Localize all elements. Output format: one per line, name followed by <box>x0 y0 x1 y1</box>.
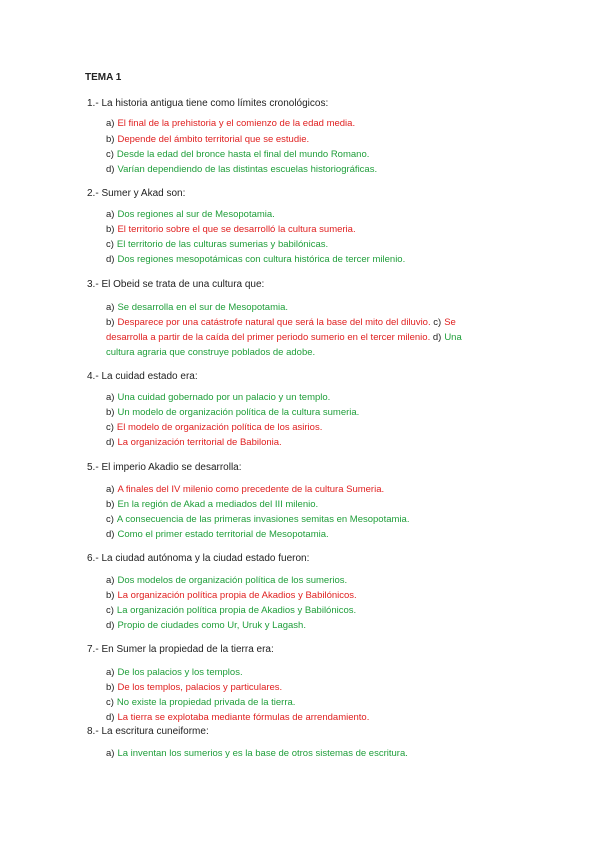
option-1c: c) Desde la edad del bronce hasta el final del mundo Romano. <box>106 149 370 160</box>
option-6a: a) Dos modelos de organización política de los sumerios. <box>106 575 348 586</box>
option-3d: d) Una cultura agraria que construye poblados de adobe. <box>106 332 462 358</box>
question-2: 2.- Sumer y Akad son: <box>87 188 186 199</box>
question-4: 4.- La cuidad estado era: <box>87 371 198 382</box>
option-4d: d) La organización territorial de Babilonia. <box>106 437 282 448</box>
option-7a: a) De los palacios y los templos. <box>106 667 243 678</box>
option-4b: b) Un modelo de organización política de la cultura sumeria. <box>106 407 360 418</box>
question-8: 8.- La escritura cuneiforme: <box>87 726 209 737</box>
question-3: 3.- El Obeid se trata de una cultura que: <box>87 279 265 290</box>
option-1b: b) Depende del ámbito territorial que se estudie. <box>106 134 310 145</box>
option-4a: a) Una cuidad gobernado por un palacio y un templo. <box>106 392 331 403</box>
question-6: 6.- La ciudad autónoma y la ciudad estado fueron: <box>87 553 310 564</box>
option-5d: d) Como el primer estado territorial de Mesopotamia. <box>106 529 329 540</box>
option-4c: c) El modelo de organización política de los asirios. <box>106 422 323 433</box>
option-6d: d) Propio de ciudades como Ur, Uruk y Lagash. <box>106 620 306 631</box>
option-2d: d) Dos regiones mesopotámicas con cultura histórica de tercer milenio. <box>106 254 406 265</box>
option-5c: c) A consecuencia de las primeras invasiones semitas en Mesopotamia. <box>106 514 410 525</box>
option-5a: a) A finales del IV milenio como precedente de la cultura Sumeria. <box>106 484 385 495</box>
question-7: 7.- En Sumer la propiedad de la tierra era: <box>87 644 274 655</box>
option-3b: b) Desparece por una catástrofe natural que será la base del mito del diluvio. <box>106 317 431 328</box>
option-2a: a) Dos regiones al sur de Mesopotamia. <box>106 209 275 220</box>
option-5b: b) En la región de Akad a mediados del III milenio. <box>106 499 319 510</box>
option-3a: a) Se desarrolla en el sur de Mesopotamia. <box>106 302 289 313</box>
option-7c: c) No existe la propiedad privada de la tierra. <box>106 697 296 708</box>
option-1d: d) Varían dependiendo de las distintas escuelas historiográficas. <box>106 164 378 175</box>
question-5: 5.- El imperio Akadio se desarrolla: <box>87 462 242 473</box>
option-2c: c) El territorio de las culturas sumerias y babilónicas. <box>106 239 329 250</box>
option-7d: d) La tierra se explotaba mediante fórmulas de arrendamiento. <box>106 712 370 723</box>
option-7b: b) De los templos, palacios y particulares. <box>106 682 283 693</box>
option-1a: a) El final de la prehistoria y el comienzo de la edad media. <box>106 118 356 129</box>
option-2b: b) El territorio sobre el que se desarrolló la cultura sumeria. <box>106 224 356 235</box>
option-6b: b) La organización política propia de Akadios y Babilónicos. <box>106 590 357 601</box>
document-title: TEMA 1 <box>85 72 122 83</box>
option-3c: c) Se desarrolla a partir de la caída del primer periodo sumerio en el tercer milenio. <box>106 317 456 343</box>
question-1: 1.- La historia antigua tiene como límites cronológicos: <box>87 98 329 109</box>
option-6c: c) La organización política propia de Akadios y Babilónicos. <box>106 605 357 616</box>
option-3b-3c-3d-block <box>106 315 486 360</box>
option-8a: a) La inventan los sumerios y es la base de otros sistemas de escritura. <box>106 748 408 759</box>
